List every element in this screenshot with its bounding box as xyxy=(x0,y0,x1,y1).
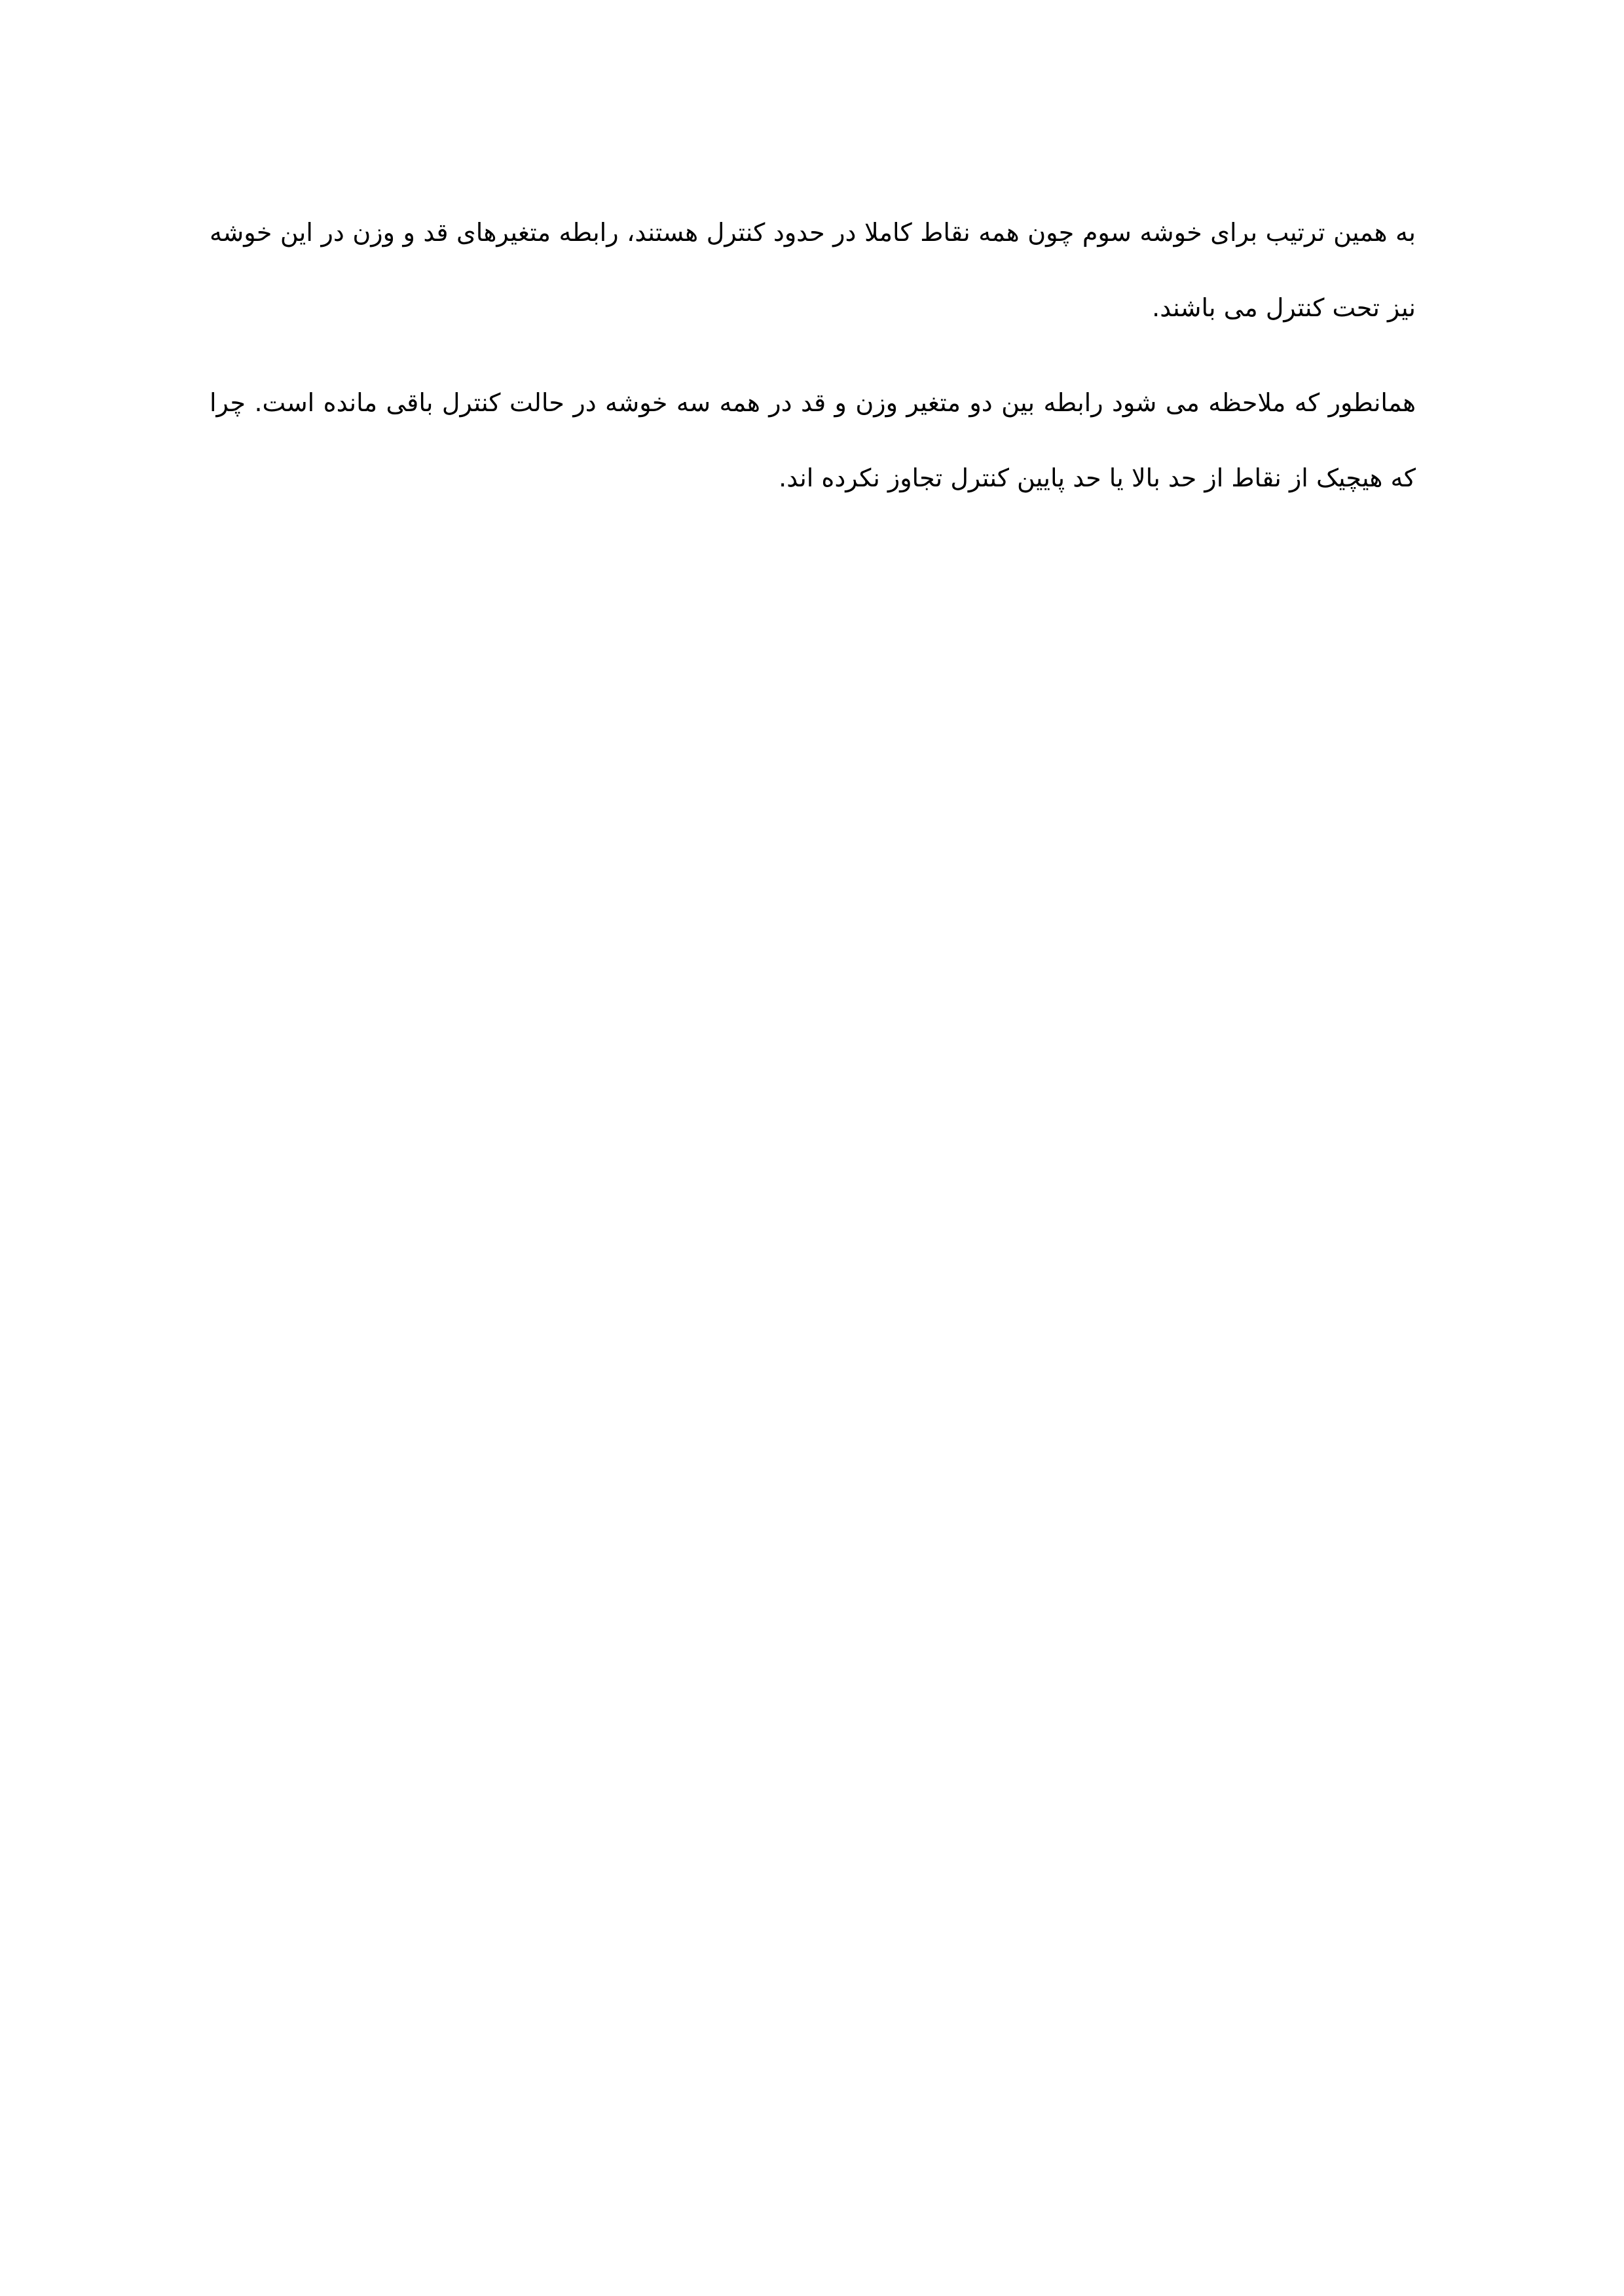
body-text xyxy=(210,195,1416,516)
paragraph-cluster-three: به همین ترتیب برای خوشه سوم چون همه نقاط کاملا در حدود کنترل هستند، رابطه متغیرهای قد و وزن در این خوشه نیز تحت کنترل می باشند. xyxy=(210,218,1416,322)
paragraph-conclusion: همانطور که ملاحظه می شود رابطه بین دو متغیر وزن و قد در همه سه خوشه در حالت کنترل باقی مانده است. چرا که هیچیک از نقاط از حد بالا یا حد پایین کنترل تجاوز نکرده اند. xyxy=(210,388,1416,492)
